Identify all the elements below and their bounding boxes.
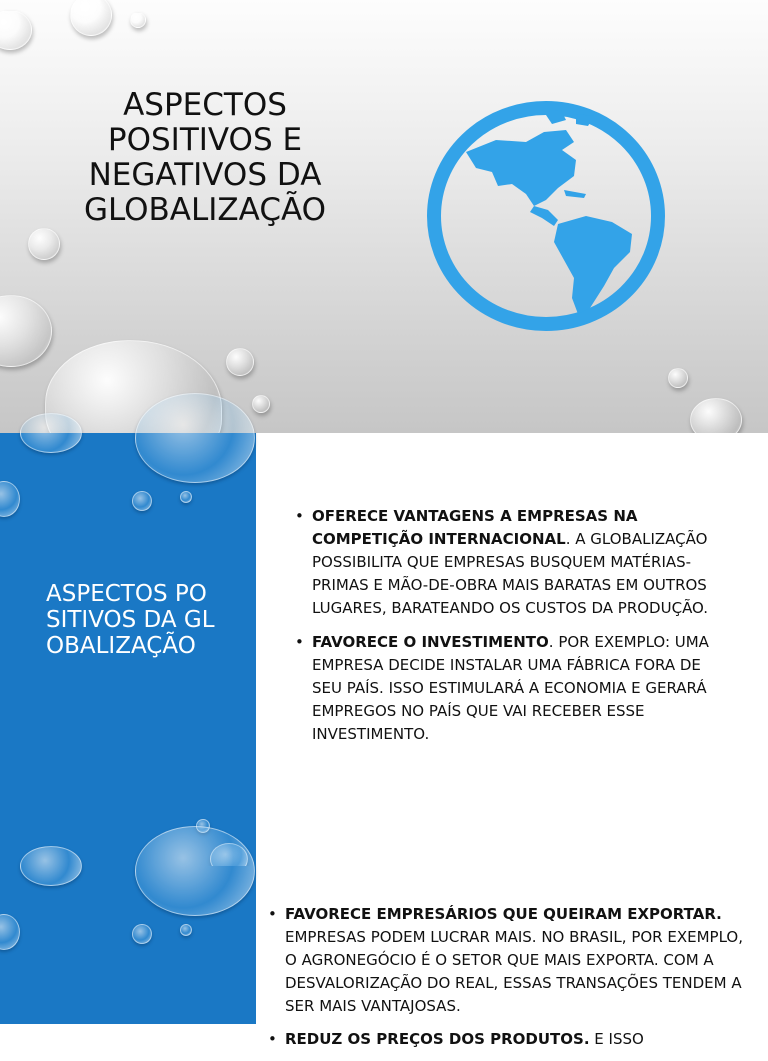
- water-drop: [135, 826, 255, 916]
- globe-icon: [426, 102, 666, 330]
- list-item: [268, 1028, 748, 1051]
- positive-aspects-slide-continued: [0, 866, 768, 1048]
- water-drop: [20, 846, 82, 886]
- bullet-text: . A GLOBALIZAÇÃO POSSIBILITA QUE EMPRESAS BUSQUEM MATÉRIAS-PRIMAS E MÃO-DE-OBRA MAIS BARATAS EM OUTROS LUGARES, BARATEANDO OS CUSTOS DA PRODUÇÃO.: [312, 530, 709, 617]
- bullet-dot-icon: •: [295, 633, 304, 651]
- list-item: [268, 903, 748, 1018]
- water-drop: [252, 395, 270, 413]
- list-item: [295, 505, 715, 620]
- water-drop: [0, 481, 20, 517]
- water-drop: [135, 393, 255, 483]
- panel-title: ASPECTOS POSITIVOS DA GLOBALIZAÇÃO: [46, 581, 215, 659]
- bullet-list: [268, 903, 748, 1061]
- water-drop: [132, 491, 152, 511]
- slide-title: ASPECTOS POSITIVOS E NEGATIVOS DA GLOBALIZAÇÃO: [83, 87, 327, 228]
- bullet-dot-icon: •: [268, 1030, 277, 1048]
- bullet-list: [295, 505, 715, 757]
- bullet-dot-icon: •: [268, 905, 277, 923]
- water-drop: [226, 348, 254, 376]
- water-drop: [70, 0, 112, 36]
- water-drop: [0, 914, 20, 950]
- bullet-bold-text: FAVORECE O INVESTIMENTO: [312, 633, 549, 651]
- water-drop: [668, 368, 688, 388]
- title-slide: [0, 0, 768, 433]
- water-drop: [0, 295, 52, 367]
- bullet-text: EMPRESAS PODEM LUCRAR MAIS. NO BRASIL, POR EXEMPLO, O AGRONEGÓCIO É O SETOR QUE MAIS EXPORTA. COM A DESVALORIZAÇÃO DO REAL, ESSAS TRANSAÇÕES TENDEM A SER MAIS VANTAJOSAS.: [285, 928, 743, 1015]
- water-drop: [20, 413, 82, 453]
- water-drop: [180, 491, 192, 503]
- side-panel: [0, 433, 256, 866]
- bullet-bold-text: OFERECE VANTAGENS A EMPRESAS NA COMPETIÇÃO INTERNACIONAL: [312, 507, 638, 548]
- bullet-text: E ISSO: [589, 1030, 644, 1048]
- water-drop: [0, 10, 32, 50]
- bullet-bold-text: REDUZ OS PREÇOS DOS PRODUTOS.: [285, 1030, 590, 1048]
- water-drop: [132, 924, 152, 944]
- positive-aspects-slide: [0, 433, 768, 866]
- water-drop: [130, 12, 146, 28]
- list-item: [295, 631, 715, 746]
- water-drop: [180, 924, 192, 936]
- bullet-dot-icon: •: [295, 507, 304, 525]
- side-panel: [0, 866, 256, 1024]
- bullet-bold-text: FAVORECE EMPRESÁRIOS QUE QUEIRAM EXPORTAR.: [285, 905, 722, 923]
- water-drop: [28, 228, 60, 260]
- bullet-text: . POR EXEMPLO: UMA EMPRESA DECIDE INSTALAR UMA FÁBRICA FORA DE SEU PAÍS. ISSO ESTIMULARÁ A ECONOMIA E GERARÁ EMPREGOS NO PAÍS QUE VAI RECEBER ESSE INVESTIMENTO.: [312, 633, 709, 743]
